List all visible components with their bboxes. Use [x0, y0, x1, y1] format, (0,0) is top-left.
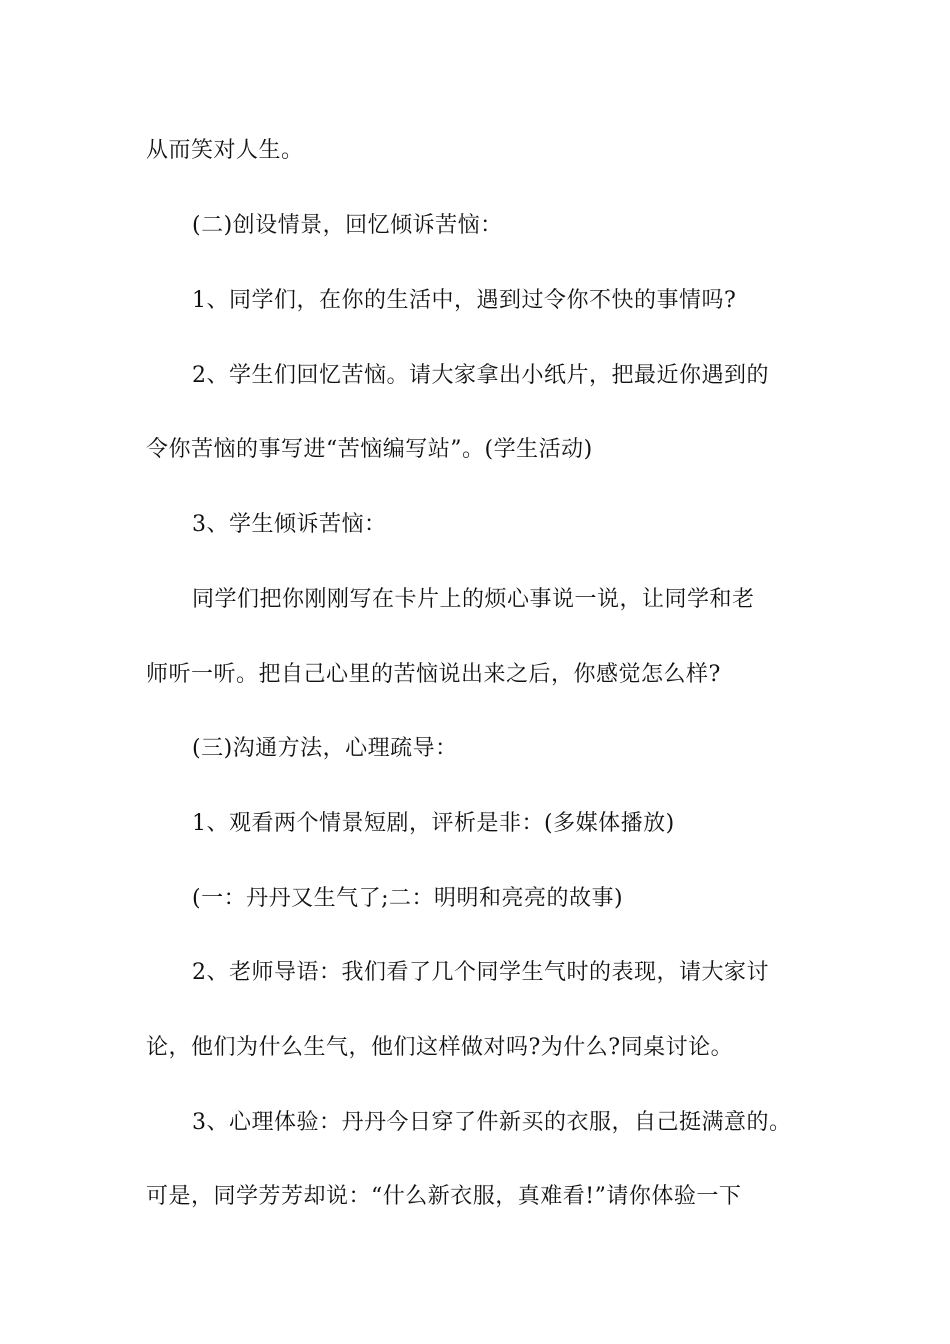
- list-item: 3、心理体验：丹丹今日穿了件新买的衣服，自己挺满意的。: [192, 1110, 792, 1135]
- text-line: 同学们把你刚刚写在卡片上的烦心事说一说，让同学和老: [192, 587, 755, 612]
- text-line: 令你苦恼的事写进“苦恼编写站”。(学生活动): [146, 437, 593, 462]
- text-line: (一：丹丹又生气了;二：明明和亮亮的故事): [192, 886, 624, 911]
- list-item: 1、观看两个情景短剧，评析是非：(多媒体播放): [192, 811, 675, 836]
- text-line: 师听一听。把自己心里的苦恼说出来之后，你感觉怎么样?: [146, 662, 721, 687]
- section-heading: (二)创设情景，回忆倾诉苦恼：: [192, 213, 503, 238]
- section-heading: (三)沟通方法，心理疏导：: [192, 736, 458, 761]
- list-item: 1、同学们，在你的生活中，遇到过令你不快的事情吗?: [192, 288, 737, 313]
- list-item: 3、学生倾诉苦恼：: [192, 512, 387, 537]
- text-line: 论，他们为什么生气，他们这样做对吗?为什么?同桌讨论。: [146, 1035, 734, 1060]
- text-line: 可是，同学芳芳却说：“什么新衣服，真难看!”请你体验一下: [146, 1184, 742, 1209]
- text-line: 从而笑对人生。: [146, 138, 304, 163]
- list-item: 2、学生们回忆苦恼。请大家拿出小纸片，把最近你遇到的: [192, 363, 769, 388]
- list-item: 2、老师导语：我们看了几个同学生气时的表现，请大家讨: [192, 960, 769, 985]
